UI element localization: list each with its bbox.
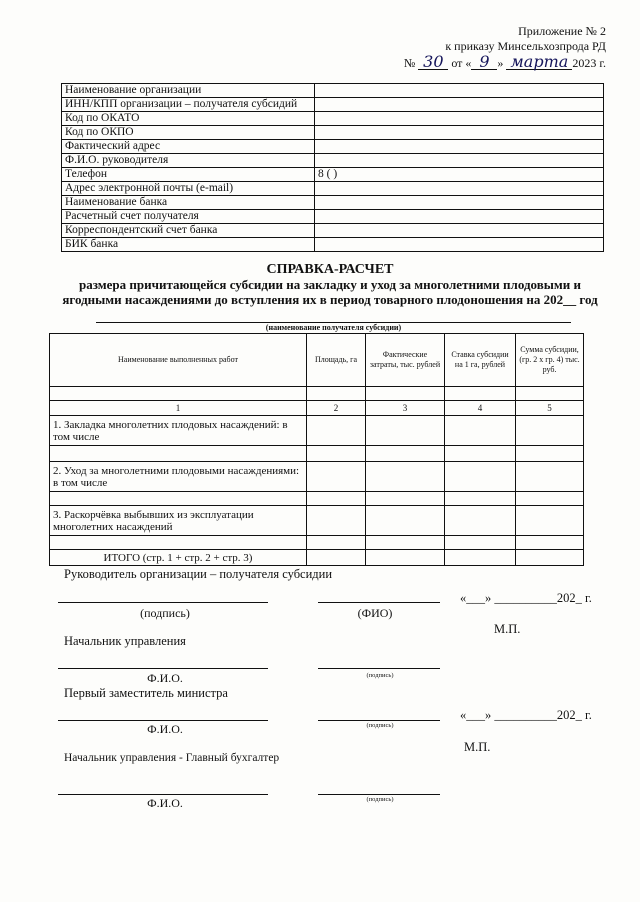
order-number-line: № 30 от « 9 » марта 2023 г. xyxy=(403,52,606,71)
small-signature-label: (подпись) xyxy=(366,672,394,679)
info-row-value xyxy=(315,196,604,210)
number-prefix: № xyxy=(403,56,416,70)
head-org-label: Руководитель организации – получателя субсидии xyxy=(64,567,333,581)
col-num-3: 3 xyxy=(366,401,445,416)
info-row-value xyxy=(315,126,604,140)
table-row xyxy=(50,462,584,492)
info-row xyxy=(62,154,604,168)
fio-label: (ФИО) xyxy=(357,606,393,620)
info-row xyxy=(62,126,604,140)
title-line1: СПРАВКА-РАСЧЕТ xyxy=(266,262,394,277)
info-row-label: Адрес электронной почты (e-mail) xyxy=(62,182,315,196)
signature-line xyxy=(58,720,268,721)
info-row xyxy=(62,224,604,238)
info-row-value xyxy=(315,140,604,154)
info-row-value: 8 ( ) xyxy=(315,168,604,182)
col-num-5: 5 xyxy=(516,401,584,416)
recipient-label: (наименование получателя субсидии) xyxy=(265,323,402,332)
stamp-label-2: М.П. xyxy=(464,740,491,754)
info-row-value xyxy=(315,210,604,224)
info-row-label: Наименование банка xyxy=(62,196,315,210)
info-row-label: Телефон xyxy=(62,168,315,182)
info-row-label: Корреспондентский счет банка xyxy=(62,224,315,238)
info-row-value xyxy=(315,154,604,168)
fio-short-label: Ф.И.О. xyxy=(147,722,183,736)
appendix-line1: Приложение № 2 xyxy=(518,24,606,38)
small-signature-label: (подпись) xyxy=(366,722,394,729)
info-row xyxy=(62,238,604,252)
info-row xyxy=(62,84,604,98)
info-row-label: ИНН/КПП организации – получателя субсидий xyxy=(62,98,315,112)
signature-line xyxy=(58,794,268,795)
signature-line xyxy=(318,720,440,721)
order-month: марта xyxy=(506,54,572,70)
table-row xyxy=(50,506,584,536)
column-numbers-row xyxy=(50,401,584,416)
title-line2: размера причитающейся субсидии на закладку и уход за многолетними плодовыми и xyxy=(79,277,581,292)
info-row-value xyxy=(315,238,604,252)
order-year: 2023 г. xyxy=(572,56,606,70)
small-signature-label: (подпись) xyxy=(366,796,394,803)
info-row-value xyxy=(315,84,604,98)
header-area: Площадь, га xyxy=(307,334,366,387)
info-row xyxy=(62,210,604,224)
col-num-1: 1 xyxy=(50,401,307,416)
header-sum: Сумма субсидии, (гр. 2 х гр. 4) тыс. руб. xyxy=(516,334,584,387)
info-row-label: Фактический адрес xyxy=(62,140,315,154)
row-care: 2. Уход за многолетними плодовыми насаждениями: в том числе xyxy=(50,462,307,492)
col-num-2: 2 xyxy=(307,401,366,416)
dept-head-label: Начальник управления xyxy=(64,634,186,648)
info-row-label: БИК банка xyxy=(62,238,315,252)
appendix-line2: к приказу Минсельхозпрода РД xyxy=(445,39,606,53)
first-deputy-label: Первый заместитель министра xyxy=(64,686,228,700)
info-row xyxy=(62,182,604,196)
row-uprooting: 3. Раскорчёвка выбывших из эксплуатации многолетних насаждений xyxy=(50,506,307,536)
signature-label: (подпись) xyxy=(140,606,190,620)
header-works: Наименование выполненных работ xyxy=(50,334,307,387)
order-day: 9 xyxy=(471,54,497,70)
info-row-label: Наименование организации xyxy=(62,84,315,98)
row-planting: 1. Закладка многолетних плодовых насаждений: в том числе xyxy=(50,416,307,446)
order-number: 30 xyxy=(418,54,448,70)
info-row-value xyxy=(315,224,604,238)
info-row-label: Код по ОКАТО xyxy=(62,112,315,126)
header-rate: Ставка субсидии на 1 га, рублей xyxy=(445,334,516,387)
signature-line xyxy=(58,602,268,603)
signature-line xyxy=(58,668,268,669)
stamp-label-1: М.П. xyxy=(494,622,521,636)
info-row-label: Ф.И.О. руководителя xyxy=(62,154,315,168)
date-prefix: от « xyxy=(451,56,472,70)
info-row xyxy=(62,112,604,126)
fio-short-label: Ф.И.О. xyxy=(147,671,183,685)
document-title xyxy=(30,262,630,307)
info-row-label: Код по ОКПО xyxy=(62,126,315,140)
table-row xyxy=(50,416,584,446)
row-total: ИТОГО (стр. 1 + стр. 2 + стр. 3) xyxy=(50,550,307,566)
info-row xyxy=(62,140,604,154)
info-row-value xyxy=(315,98,604,112)
appendix-header xyxy=(404,24,606,71)
signature-line xyxy=(318,794,440,795)
info-row xyxy=(62,168,604,182)
date-line: «___» __________202_ г. xyxy=(460,591,592,605)
info-row-value xyxy=(315,182,604,196)
info-row xyxy=(62,98,604,112)
info-row-value xyxy=(315,112,604,126)
header-costs: Фактические затраты, тыс. рублей xyxy=(366,334,445,387)
signature-line xyxy=(318,668,440,669)
chief-accountant-label: Начальник управления - Главный бухгалтер xyxy=(64,752,280,764)
total-row xyxy=(50,550,584,566)
calculation-table xyxy=(49,333,584,566)
info-row xyxy=(62,196,604,210)
fio-short-label: Ф.И.О. xyxy=(147,796,183,810)
info-row-label: Расчетный счет получателя xyxy=(62,210,315,224)
organization-info-table xyxy=(61,83,604,252)
table-header-row xyxy=(50,334,584,387)
col-num-4: 4 xyxy=(445,401,516,416)
title-line3: ягодными насаждениями до вступления их в период товарного плодоношения на 202__ год xyxy=(62,292,598,307)
fio-line xyxy=(318,602,440,603)
date-line-2: «___» __________202_ г. xyxy=(460,708,592,722)
